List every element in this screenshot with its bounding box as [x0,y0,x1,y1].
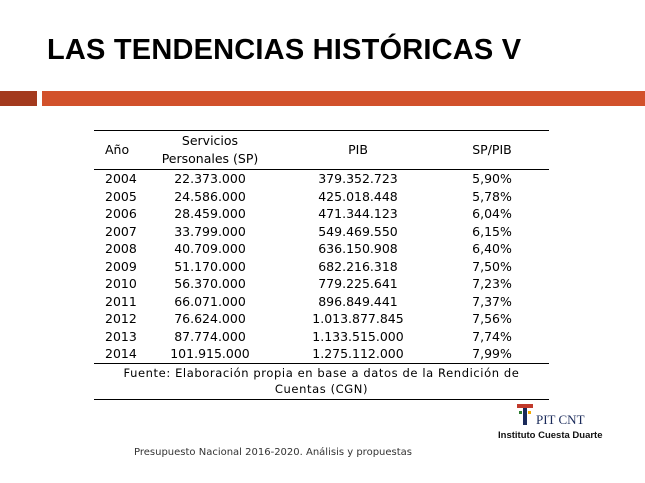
cell-sp: 22.373.000 [174,171,246,186]
cell-sp-pib: 7,23% [472,276,512,291]
cell-sp: 40.709.000 [174,241,246,256]
cell-pib: 682.216.318 [318,258,398,274]
table-source-note [94,363,549,399]
cell-sp: 51.170.000 [174,258,246,274]
header-servicios-personales [139,131,281,170]
cell-pib: 1.275.112.000 [312,346,404,361]
cell-year: 2013 [105,328,137,344]
cell-sp-pib: 6,40% [472,241,512,256]
data-table-container [94,130,549,400]
cell-sp-pib: 7,99% [472,346,512,361]
table-body [94,170,549,364]
cell-year: 2009 [105,258,137,274]
header-year: Año [94,131,139,170]
cell-sp: 28.459.000 [174,206,246,221]
cell-pib: 779.225.641 [318,276,398,291]
cell-year: 2006 [105,206,137,221]
table-row [94,205,549,223]
cell-sp-pib: 7,56% [472,311,512,326]
table-row [94,310,549,328]
slide-footer: Presupuesto Nacional 2016-2020. Análisis y propuestas [134,447,413,458]
table-row [94,293,549,311]
table-row [94,170,549,188]
accent-bar-right [42,91,645,106]
cell-pib: 896.849.441 [318,293,398,309]
slide-title: LAS TENDENCIAS HISTÓRICAS V [47,34,522,66]
pitcnt-logo [498,403,603,451]
cell-sp-pib: 5,78% [472,188,512,204]
table-row [94,223,549,241]
cell-year: 2008 [105,241,137,256]
logo-subtitle: Instituto Cuesta Duarte [498,430,603,441]
cell-sp-pib: 7,37% [472,293,512,309]
cell-pib: 379.352.723 [318,171,398,186]
cell-sp-pib: 7,50% [472,258,512,274]
table-source-row [94,363,549,399]
table-row [94,258,549,276]
cell-sp-pib: 6,15% [472,223,512,239]
table-row [94,345,549,363]
header-sp-line2: Personales (SP) [161,151,259,166]
cell-pib: 471.344.123 [318,206,398,221]
table-row [94,328,549,346]
cell-sp: 56.370.000 [174,276,246,291]
cell-sp: 87.774.000 [174,328,246,344]
cell-pib: 425.018.448 [318,188,398,204]
cell-sp: 66.071.000 [174,293,246,309]
accent-bar-left [0,91,37,106]
cell-year: 2007 [105,223,137,239]
table-header-row [94,131,549,170]
cell-sp-pib: 6,04% [472,206,512,221]
cell-sp-pib: 7,74% [472,328,512,344]
pitcnt-logo-icon [515,403,535,427]
table-row [94,275,549,293]
cell-pib: 1.133.515.000 [312,328,404,344]
cell-year: 2012 [105,311,137,326]
header-pib: PIB [281,131,435,170]
cell-sp: 101.915.000 [170,346,250,361]
cell-sp: 24.586.000 [174,188,246,204]
cell-year: 2014 [105,346,137,361]
cell-pib: 1.013.877.845 [312,311,404,326]
logo-name: PIT CNT [536,412,585,427]
cell-year: 2011 [105,293,137,309]
table-row [94,188,549,206]
header-sp-line1: Servicios [181,133,239,148]
cell-year: 2010 [105,276,137,291]
cell-year: 2005 [105,188,137,204]
cell-pib: 549.469.550 [318,223,398,239]
source-line1: Fuente: Elaboración propia en base a datos de la Rendición de [123,365,520,380]
source-line2: Cuentas (CGN) [274,381,369,396]
cell-sp-pib: 5,90% [472,171,512,186]
cell-year: 2004 [105,171,137,186]
cell-sp: 33.799.000 [174,223,246,239]
header-sp-pib: SP/PIB [435,131,549,170]
sp-pib-table [94,130,549,400]
cell-pib: 636.150.908 [318,241,398,256]
table-row [94,240,549,258]
cell-sp: 76.624.000 [174,311,246,326]
